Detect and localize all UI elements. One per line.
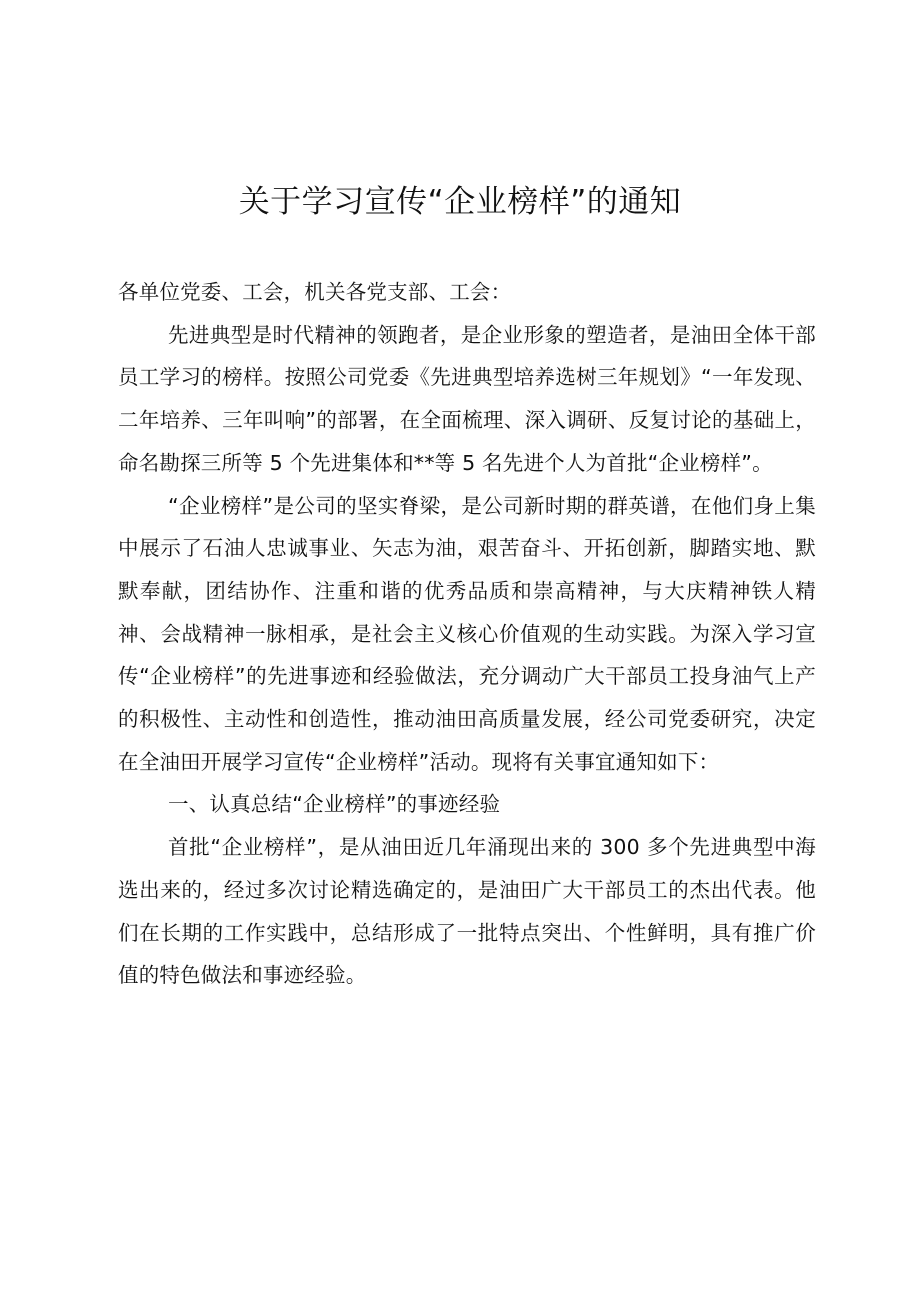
body-paragraph: 先进典型是时代精神的领跑者，是企业形象的塑造者，是油田全体干部员工学习的榜样。按照公司党委《先进典型培养选树三年规划》“一年发现、二年培养、三年叫响”的部署，在全面梳理、深入调研、反复讨论的基础上，命名勘探三所等 5 个先进集体和**等 5 名先进个人为首批“企业榜样”。	[118, 322, 816, 475]
body-paragraph: “企业榜样”是公司的坚实脊梁，是公司新时期的群英谱，在他们身上集中展示了石油人忠诚事业、矢志为油，艰苦奋斗、开拓创新，脚踏实地、默默奉献，团结协作、注重和谐的优秀品质和崇高精神，与大庆精神铁人精神、会战精神一脉相承，是社会主义核心价值观的生动实践。为深入学习宣传“企业榜样”的先进事迹和经验做法，充分调动广大干部员工投身油气上产的积极性、主动性和创造性，推动油田高质量发展，经公司党委研究，决定在全油田开展学习宣传“企业榜样”活动。现将有关事宜通知如下：	[118, 493, 816, 774]
document-title: 关于学习宣传“企业榜样”的通知	[238, 184, 682, 220]
document-body	[118, 271, 816, 997]
section-paragraph: 首批“企业榜样”，是从油田近几年涌现出来的 300 多个先进典型中海选出来的，经过多次讨论精选确定的，是油田广大干部员工的杰出代表。他们在长期的工作实践中，总结形成了一批特点突出、个性鲜明，具有推广价值的特色做法和事迹经验。	[118, 835, 816, 988]
salutation: 各单位党委、工会，机关各党支部、工会：	[118, 280, 512, 304]
section-heading: 一、认真总结“企业榜样”的事迹经验	[168, 792, 501, 817]
